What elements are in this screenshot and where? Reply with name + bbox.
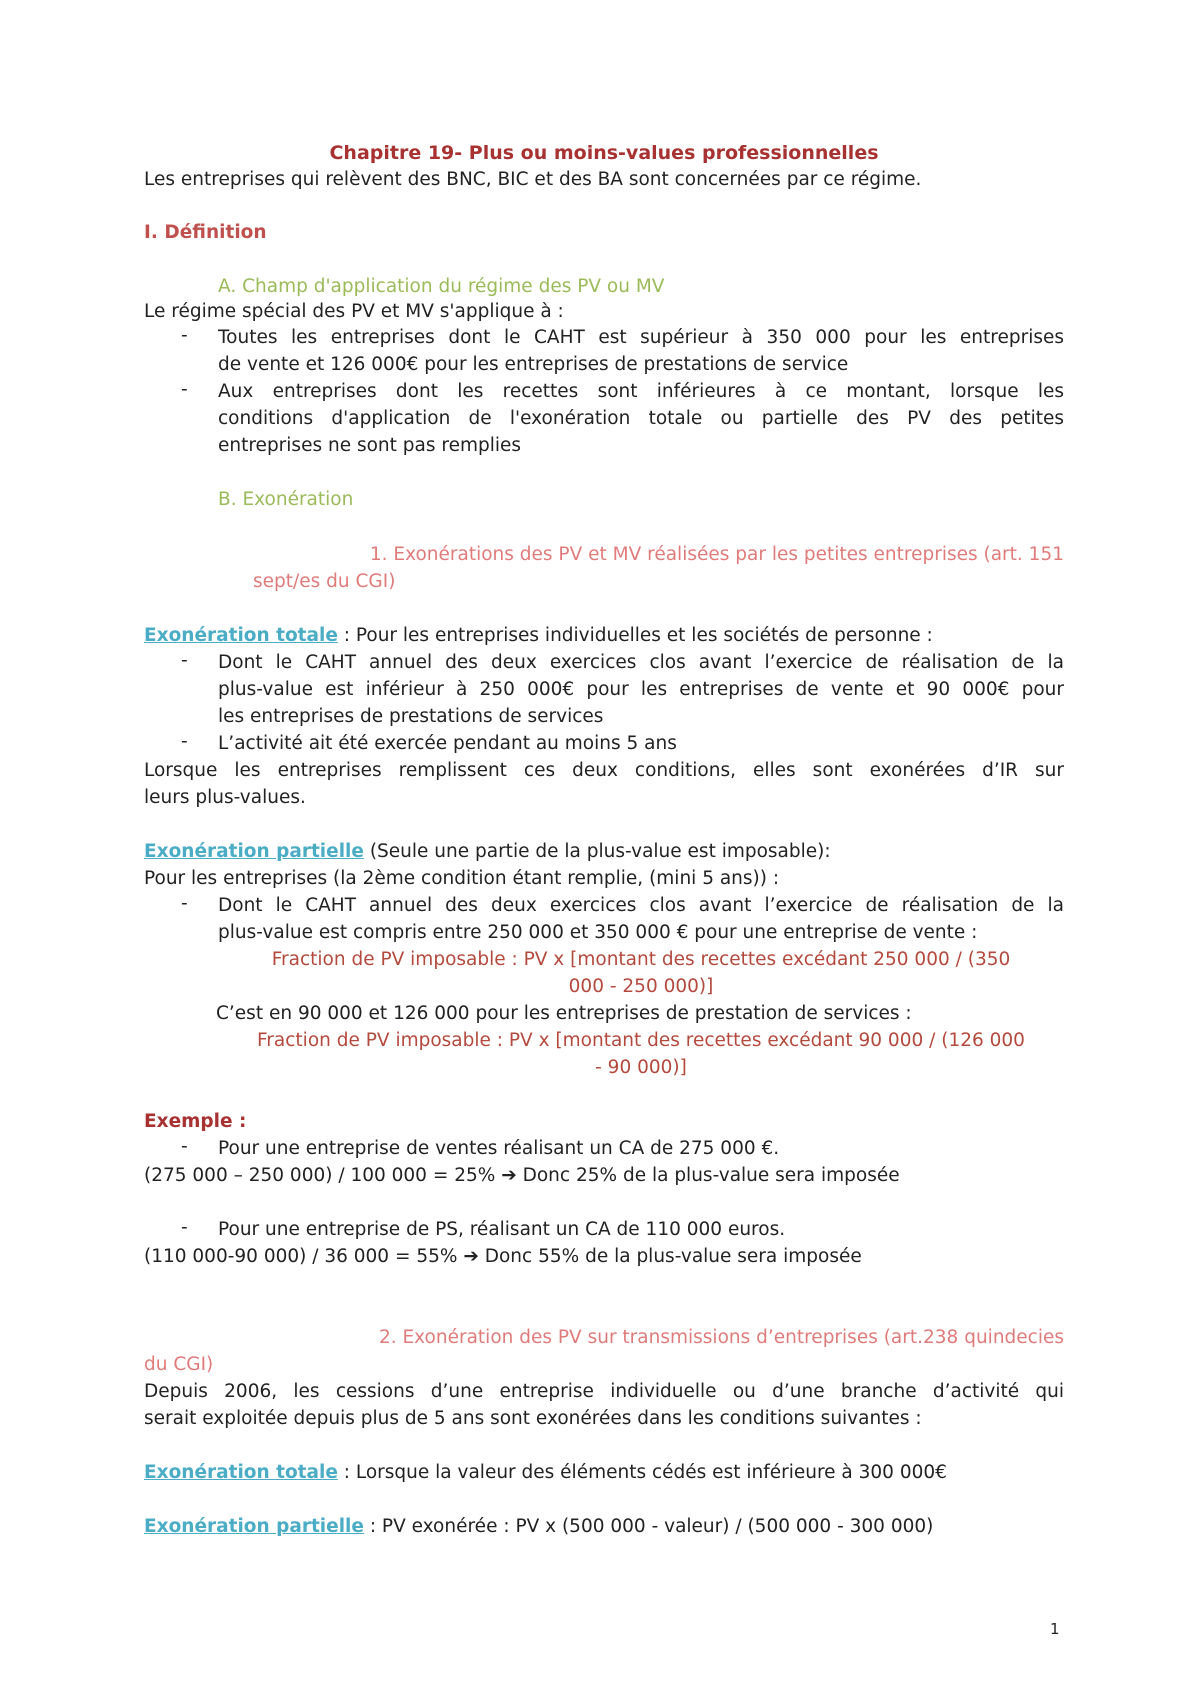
paragraph: C’est en 90 000 et 126 000 pour les entreprises de prestation de services : xyxy=(216,1003,912,1024)
formula-line: - 90 000)] xyxy=(595,1057,687,1078)
list-item-line: de vente et 126 000€ pour les entreprises de prestations de service xyxy=(218,354,849,375)
paragraph: leurs plus-values. xyxy=(144,787,306,808)
exoneration-totale-link[interactable]: Exonération totale xyxy=(144,1462,338,1483)
list-item-line: Dont le CAHT annuel des deux exercices clos avant l’exercice de réalisation de la xyxy=(218,652,1064,673)
calculation-text: (110 000-90 000) / 36 000 = 55% xyxy=(144,1246,464,1267)
subheading-transmissions: 2. Exonération des PV sur transmissions d’entreprises (art.238 quindecies xyxy=(378,1327,1064,1348)
intro-text: Les entreprises qui relèvent des BNC, BIC et des BA sont concernées par ce régime. xyxy=(144,169,922,190)
calculation-text: (275 000 – 250 000) / 100 000 = 25% xyxy=(144,1165,502,1186)
example-calculation xyxy=(144,1162,1064,1189)
paragraph-exoneration-totale xyxy=(144,622,1064,649)
paragraph-text: : Pour les entreprises individuelles et les sociétés de personne : xyxy=(337,625,933,646)
paragraph-s2-totale xyxy=(144,1459,1064,1486)
exoneration-partielle-link[interactable]: Exonération partielle xyxy=(144,1516,364,1537)
subheading-petites-entreprises: 1. Exonérations des PV et MV réalisées par les petites entreprises (art. 151 xyxy=(369,544,1064,565)
formula-line: 000 - 250 000)] xyxy=(568,976,714,997)
example-heading: Exemple : xyxy=(144,1111,247,1132)
list-item-line: plus-value est inférieur à 250 000€ pour les entreprises de vente et 90 000€ pour xyxy=(218,679,1064,700)
paragraph: serait exploitée depuis plus de 5 ans sont exonérées dans les conditions suivantes : xyxy=(144,1408,922,1429)
result-text: Donc 55% de la plus-value sera imposée xyxy=(478,1246,862,1267)
result-text: Donc 25% de la plus-value sera imposée xyxy=(516,1165,900,1186)
bullet-marker: - xyxy=(181,1136,188,1157)
paragraph: Depuis 2006, les cessions d’une entreprise individuelle ou d’une branche d’activité qui xyxy=(144,1381,1064,1402)
bullet-marker: - xyxy=(181,1217,188,1238)
paragraph-exoneration-partielle xyxy=(144,838,1064,865)
exoneration-partielle-link[interactable]: Exonération partielle xyxy=(144,841,364,862)
list-item-line: Toutes les entreprises dont le CAHT est supérieur à 350 000 pour les entreprises xyxy=(218,327,1064,348)
bullet-marker: - xyxy=(181,893,188,914)
subheading-exoneration: B. Exonération xyxy=(218,489,354,510)
subheading-champ-application: A. Champ d'application du régime des PV ou MV xyxy=(218,276,665,297)
paragraph: Lorsque les entreprises remplissent ces deux conditions, elles sont exonérées d’IR sur xyxy=(144,760,1064,781)
formula-line: Fraction de PV imposable : PV x [montant des recettes excédant 90 000 / (126 000 xyxy=(257,1030,1025,1051)
bullet-marker: - xyxy=(181,379,188,400)
list-item-line: L’activité ait été exercée pendant au moins 5 ans xyxy=(218,733,677,754)
list-item-line: Pour une entreprise de PS, réalisant un CA de 110 000 euros. xyxy=(218,1219,786,1240)
paragraph-text: : Lorsque la valeur des éléments cédés est inférieure à 300 000€ xyxy=(337,1462,947,1483)
list-item-line: Pour une entreprise de ventes réalisant un CA de 275 000 €. xyxy=(218,1138,780,1159)
page-title: Chapitre 19- Plus ou moins-values professionnelles xyxy=(329,142,879,164)
subheading-transmissions-cont: du CGI) xyxy=(144,1354,214,1375)
bullet-marker: - xyxy=(181,650,188,671)
section-heading-definition: I. Définition xyxy=(144,222,267,243)
subheading-petites-entreprises-cont: sept/es du CGI) xyxy=(253,571,396,592)
list-item-line: les entreprises de prestations de services xyxy=(218,706,604,727)
formula-line: Fraction de PV imposable : PV x [montant des recettes excédant 250 000 / (350 xyxy=(271,949,1011,970)
example-calculation xyxy=(144,1243,1064,1270)
bullet-marker: - xyxy=(181,325,188,346)
paragraph-s2-partielle xyxy=(144,1513,1064,1540)
paragraph-text: : PV exonérée : PV x (500 000 - valeur) / (500 000 - 300 000) xyxy=(363,1516,934,1537)
list-item-line: conditions d'application de l'exonération totale ou partielle des PV des petites xyxy=(218,408,1064,429)
list-item-line: Dont le CAHT annuel des deux exercices clos avant l’exercice de réalisation de la xyxy=(218,895,1064,916)
page-number: 1 xyxy=(1050,1620,1060,1638)
list-item-line: entreprises ne sont pas remplies xyxy=(218,435,522,456)
paragraph: Pour les entreprises (la 2ème condition étant remplie, (mini 5 ans)) : xyxy=(144,868,780,889)
exoneration-totale-link[interactable]: Exonération totale xyxy=(144,625,338,646)
arrow-right-icon: ➔ xyxy=(501,1165,517,1186)
list-item-line: plus-value est compris entre 250 000 et 350 000 € pour une entreprise de vente : xyxy=(218,922,978,943)
list-item-line: Aux entreprises dont les recettes sont inférieures à ce montant, lorsque les xyxy=(218,381,1064,402)
paragraph-text: (Seule une partie de la plus-value est imposable): xyxy=(363,841,831,862)
bullet-marker: - xyxy=(181,731,188,752)
arrow-right-icon: ➔ xyxy=(463,1246,479,1267)
paragraph: Le régime spécial des PV et MV s'applique à : xyxy=(144,301,564,322)
